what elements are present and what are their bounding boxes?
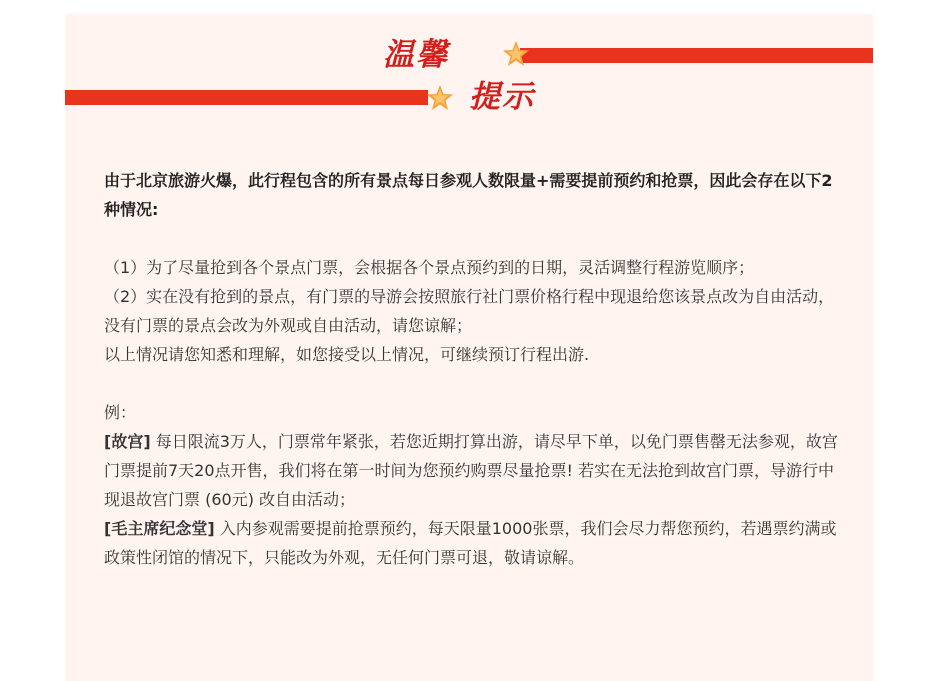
title-part-1: 温馨 [383,37,449,73]
notice-card [65,14,873,681]
item-1: （1）为了尽量抢到各个景点门票，会根据各个景点预约到的日期，灵活调整行程游览顺序； [104,258,755,277]
star-icon [501,39,531,69]
title-part-2: 提示 [469,79,535,115]
star-icon [425,83,455,113]
item-2: （2）实在没有抢到的景点，有门票的导游会按照旅行社门票价格行程中现退给您该景点改为自由活动，没有门票的景点会改为外观或自由活动，请您谅解； [104,287,835,335]
example-memorial-text: 入内参观需要提前抢票预约，每天限量1000张票，我们会尽力帮您预约，若遇票约满或政策性闭馆的情况下，只能改为外观，无任何门票可退，敬请谅解。 [104,519,837,567]
example-memorial-label: [毛主席纪念堂] [104,519,215,538]
example-label: 例： [104,403,137,422]
intro-text: 由于北京旅游火爆，此行程包含的所有景点每日参观人数限量+需要提前预约和抢票，因此会存在以下2种情况: [104,171,833,219]
example-gugong-text: 每日限流3万人，门票常年紧张，若您近期打算出游，请尽早下单，以免门票售罄无法参观，故宫门票提前7天20点开售，我们将在第一时间为您预约购票尽量抢票! 若实在无法抢到故宫门票，导游行中现退故宫门票 (60元) 改自由活动； [104,432,838,509]
example-gugong-label: [故宫] [104,432,151,451]
example-memorial [104,514,839,572]
item-3: 以上情况请您知悉和理解，如您接受以上情况，可继续预订行程出游. [104,345,590,364]
header-stripe-left [65,90,428,105]
notice-content [104,166,839,572]
header-stripe-right [520,48,873,63]
example-gugong [104,427,839,514]
